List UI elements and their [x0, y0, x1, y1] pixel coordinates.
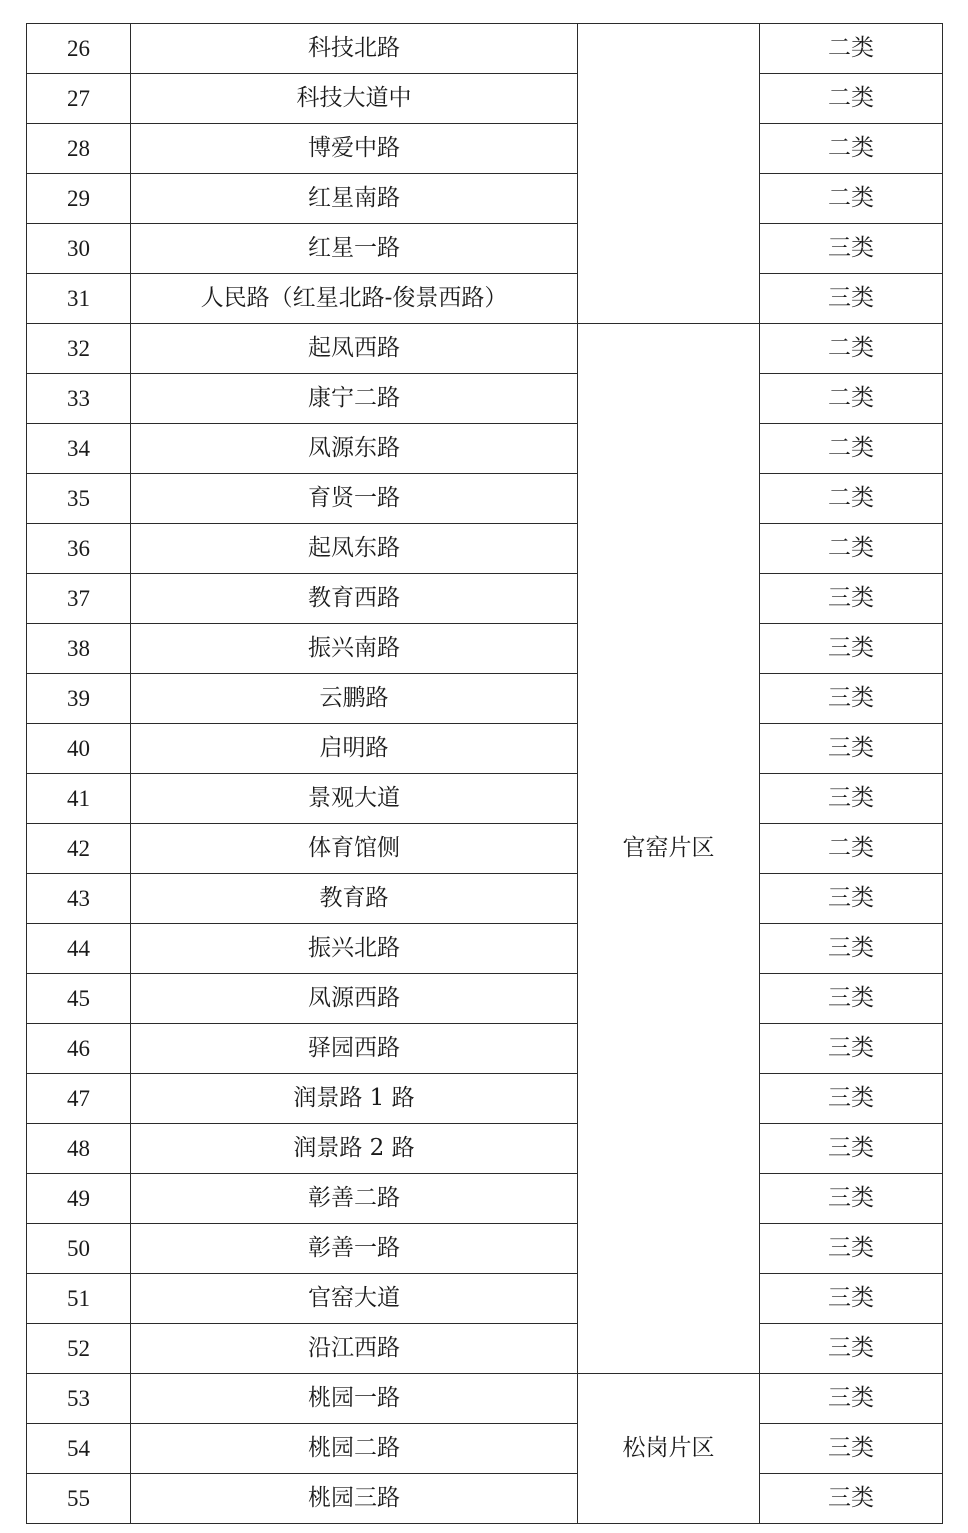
road-class: 二类	[760, 24, 943, 74]
road-class: 二类	[760, 374, 943, 424]
road-name: 凤源东路	[131, 424, 578, 474]
table-row	[27, 1374, 943, 1424]
row-number: 27	[27, 74, 131, 124]
road-name: 人民路（红星北路-俊景西路）	[131, 274, 578, 324]
road-class: 三类	[760, 1024, 943, 1074]
table-row	[27, 374, 943, 424]
table-row	[27, 424, 943, 474]
row-number: 40	[27, 724, 131, 774]
row-number: 30	[27, 224, 131, 274]
road-class: 三类	[760, 974, 943, 1024]
row-number: 47	[27, 1074, 131, 1124]
table-row	[27, 624, 943, 674]
road-class: 三类	[760, 674, 943, 724]
road-name: 振兴北路	[131, 924, 578, 974]
table-row	[27, 674, 943, 724]
road-name: 润景路 2 路	[131, 1124, 578, 1174]
road-class: 三类	[760, 1324, 943, 1374]
road-class: 三类	[760, 924, 943, 974]
road-name: 起凤东路	[131, 524, 578, 574]
table-row	[27, 1424, 943, 1474]
table-row	[27, 1474, 943, 1524]
road-class: 三类	[760, 874, 943, 924]
row-number: 42	[27, 824, 131, 874]
table-row	[27, 24, 943, 74]
road-name: 教育西路	[131, 574, 578, 624]
road-class: 三类	[760, 774, 943, 824]
road-name: 科技大道中	[131, 74, 578, 124]
table-row	[27, 474, 943, 524]
road-class: 三类	[760, 1174, 943, 1224]
row-number: 26	[27, 24, 131, 74]
row-number: 55	[27, 1474, 131, 1524]
row-number: 37	[27, 574, 131, 624]
road-class: 二类	[760, 474, 943, 524]
row-number: 49	[27, 1174, 131, 1224]
table-row	[27, 74, 943, 124]
road-name: 启明路	[131, 724, 578, 774]
road-name: 景观大道	[131, 774, 578, 824]
road-name: 驿园西路	[131, 1024, 578, 1074]
row-number: 46	[27, 1024, 131, 1074]
road-name: 云鹏路	[131, 674, 578, 724]
road-name: 体育馆侧	[131, 824, 578, 874]
road-class: 三类	[760, 724, 943, 774]
row-number: 31	[27, 274, 131, 324]
row-number: 28	[27, 124, 131, 174]
road-name: 凤源西路	[131, 974, 578, 1024]
area-name: 官窑片区	[578, 324, 760, 1374]
road-class: 三类	[760, 1124, 943, 1174]
row-number: 43	[27, 874, 131, 924]
table-row	[27, 574, 943, 624]
road-class: 三类	[760, 274, 943, 324]
road-name: 红星南路	[131, 174, 578, 224]
road-class: 二类	[760, 74, 943, 124]
road-class: 三类	[760, 574, 943, 624]
road-class: 二类	[760, 174, 943, 224]
row-number: 29	[27, 174, 131, 224]
road-class: 三类	[760, 224, 943, 274]
row-number: 34	[27, 424, 131, 474]
road-class: 三类	[760, 1374, 943, 1424]
row-number: 53	[27, 1374, 131, 1424]
row-number: 44	[27, 924, 131, 974]
road-class: 三类	[760, 1474, 943, 1524]
table-body	[27, 24, 943, 1524]
area-name: 松岗片区	[578, 1374, 760, 1524]
road-name: 官窑大道	[131, 1274, 578, 1324]
table-row	[27, 124, 943, 174]
row-number: 38	[27, 624, 131, 674]
table-row	[27, 524, 943, 574]
road-classification-table	[26, 23, 943, 1524]
table-row	[27, 274, 943, 324]
road-name: 沿江西路	[131, 1324, 578, 1374]
row-number: 39	[27, 674, 131, 724]
row-number: 32	[27, 324, 131, 374]
road-name: 润景路 1 路	[131, 1074, 578, 1124]
road-class: 三类	[760, 1274, 943, 1324]
table-row	[27, 724, 943, 774]
row-number: 48	[27, 1124, 131, 1174]
table-row	[27, 924, 943, 974]
road-name: 教育路	[131, 874, 578, 924]
table-row	[27, 1274, 943, 1324]
road-name: 彰善一路	[131, 1224, 578, 1274]
table-row	[27, 774, 943, 824]
table-row	[27, 1174, 943, 1224]
road-class: 三类	[760, 1224, 943, 1274]
table-row	[27, 224, 943, 274]
road-name: 康宁二路	[131, 374, 578, 424]
road-class: 二类	[760, 424, 943, 474]
row-number: 54	[27, 1424, 131, 1474]
area-name	[578, 24, 760, 324]
road-name: 红星一路	[131, 224, 578, 274]
road-class: 二类	[760, 324, 943, 374]
road-name: 育贤一路	[131, 474, 578, 524]
road-class: 三类	[760, 1424, 943, 1474]
road-class: 三类	[760, 1074, 943, 1124]
road-class: 二类	[760, 124, 943, 174]
row-number: 51	[27, 1274, 131, 1324]
road-class: 二类	[760, 524, 943, 574]
road-name: 桃园三路	[131, 1474, 578, 1524]
road-name: 起凤西路	[131, 324, 578, 374]
table-row	[27, 824, 943, 874]
road-name: 彰善二路	[131, 1174, 578, 1224]
road-name: 博爱中路	[131, 124, 578, 174]
row-number: 52	[27, 1324, 131, 1374]
table-row	[27, 1024, 943, 1074]
road-class: 三类	[760, 624, 943, 674]
row-number: 33	[27, 374, 131, 424]
row-number: 41	[27, 774, 131, 824]
row-number: 45	[27, 974, 131, 1024]
table-row	[27, 974, 943, 1024]
table-row	[27, 174, 943, 224]
road-class: 二类	[760, 824, 943, 874]
road-name: 桃园一路	[131, 1374, 578, 1424]
road-name: 科技北路	[131, 24, 578, 74]
table-row	[27, 1074, 943, 1124]
table-row	[27, 1324, 943, 1374]
row-number: 36	[27, 524, 131, 574]
table-row	[27, 1224, 943, 1274]
row-number: 35	[27, 474, 131, 524]
road-name: 桃园二路	[131, 1424, 578, 1474]
road-name: 振兴南路	[131, 624, 578, 674]
table-row	[27, 324, 943, 374]
row-number: 50	[27, 1224, 131, 1274]
table-row	[27, 874, 943, 924]
table-row	[27, 1124, 943, 1174]
